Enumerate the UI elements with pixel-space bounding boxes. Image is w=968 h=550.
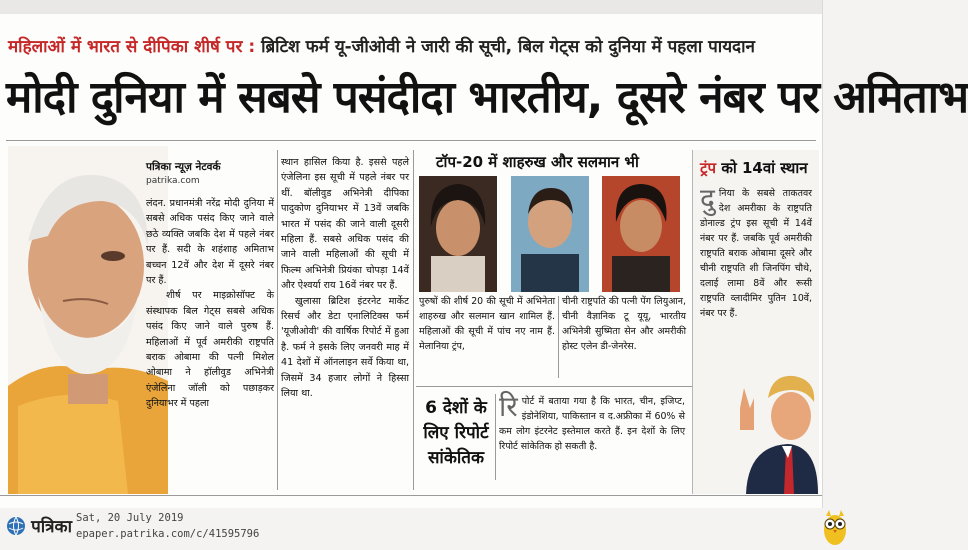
salman-photo xyxy=(511,176,589,292)
headline-rule xyxy=(6,140,816,141)
top20-caption-left: पुरुषों की शीर्ष 20 की सूची में अभिनेता शाहरुख और सलमान खान शामिल हैं. महिलाओं की सूची में पांच नए नाम हैं. मेलानिया ट्रंप, xyxy=(419,296,555,352)
paragraph: स्थान हासिल किया है. इससे पहले एंजेलिना इस सूची में पहले नंबर पर थीं. बॉलीवुड अभिनेत्री दीपिका पादुकोण दुनियाभर में 13वें जबकि भारत में पसंद की जाने वाली दूसरी महिला हैं. सबसे अधिक पसंद की जाने वाली महिलाओं की सूची में फिल्म अभिनेत्री प्रियंका चोपड़ा 14वें और ऐश्वर्या राय 16वें नंबर पर हैं. xyxy=(281,157,409,292)
article-column-2 xyxy=(281,155,409,492)
byline-name: पत्रिका न्यूज़ नेटवर्क xyxy=(146,161,221,173)
top-edge xyxy=(0,0,822,14)
paragraph: खुलासा ब्रिटिश इंटरनेट मार्केट रिसर्च और डेटा एनालिटिक्स फर्म 'यूजीओवी' की वार्षिक रिपोर्ट में हुआ है. फर्म ने इसके लिए जनवरी माह में 41 देशों में ऑनलाइन सर्वे किया था, जिसमें 34 हजार लोगों ने हिस्सा लिया था. xyxy=(281,295,409,400)
patrika-logo xyxy=(6,514,72,537)
globe-icon xyxy=(6,516,26,536)
column-rule xyxy=(277,150,278,490)
box-body xyxy=(499,390,685,490)
brand-name: पत्रिका xyxy=(31,517,72,537)
trump-title-rest: को 14वां स्थान xyxy=(721,159,808,177)
headline: मोदी दुनिया में सबसे पसंदीदा भारतीय, दूसरे नंबर पर अमिताभ xyxy=(6,72,968,123)
box-text: पोर्ट में बताया गया है कि भारत, चीन, इजिप्ट, इंडोनेशिया, पाकिस्तान व द.अफ्रीका में 60% से कम लोग इंटरनेट इस्तेमाल करते हैं. इन देशों के लिए रिपोर्ट सांकेतिक हो सकती है. xyxy=(499,396,685,452)
caption-rule xyxy=(558,296,559,378)
section-rule xyxy=(416,386,692,387)
kicker-lead: महिलाओं में भारत से दीपिका शीर्ष पर : xyxy=(8,37,256,57)
deepika-photo xyxy=(419,176,497,292)
page-bottom-rule xyxy=(0,495,822,496)
modi-photo xyxy=(8,146,168,494)
trump-photo xyxy=(728,368,818,494)
paragraph: शीर्ष पर माइक्रोसॉफ्ट के संस्थापक बिल गेट्स सबसे अधिक पसंद किए जाने वाले पुरुष हैं. महिलाओं में पूर्व अमरीकी राष्ट्रपति बराक ओबामा की पत्नी मिशेल ओबामा ने हॉलीवुड अभिनेत्री एंजेलिना जॉली को पछाड़कर दुनियाभर में पहला xyxy=(146,290,274,410)
box-rule xyxy=(495,394,496,480)
trump-title xyxy=(700,158,808,178)
top20-title: टॉप-20 में शाहरुख और सलमान भी xyxy=(436,153,639,171)
trump-dropcap: दु xyxy=(700,182,715,215)
shahrukh-photo xyxy=(602,176,680,292)
footer-date: Sat, 20 July 2019 xyxy=(76,512,184,524)
box-dropcap: रि xyxy=(499,390,518,423)
top20-caption-right: चीनी राष्ट्रपति की पत्नी पेंग लियुआन, चीनी वैज्ञानिक टू यूयू, भारतीय अभिनेत्री सुष्मिता सेन और अमरीकी होस्ट एलेन डी-जेनरेस. xyxy=(562,296,686,352)
column-rule xyxy=(413,150,414,490)
byline-site: patrika.com xyxy=(146,176,200,186)
trump-text: निया के सबसे ताकतवर देश अमरीका के राष्ट्रपति डोनाल्ड ट्रंप इस सूची में 14वें नंबर पर हैं. जबकि पूर्व अमरीकी राष्ट्रपति बराक ओबामा दूसरे और चीनी राष्ट्रपति शी जिनपिंग चौथे, दलाई लामा 8वें और रूसी राष्ट्रपति व्लादीमिर पुतिन 10वें, नंबर पर हैं. xyxy=(700,188,812,319)
box-title: 6 देशों के लिए रिपोर्ट सांकेतिक xyxy=(423,398,489,468)
kicker-rest: ब्रिटिश फर्म यू-जीओवी ने जारी की सूची, बिल गेट्स को दुनिया में पहला पायदान xyxy=(261,37,755,57)
owl-icon[interactable] xyxy=(822,508,848,546)
kicker-line xyxy=(8,34,755,57)
trump-title-name: ट्रंप xyxy=(700,159,717,177)
article-column-1 xyxy=(146,196,274,492)
footer-url[interactable]: epaper.patrika.com/c/41595796 xyxy=(76,528,260,540)
paragraph: लंदन. प्रधानमंत्री नरेंद्र मोदी दुनिया में सबसे अधिक पसंद किए जाने वाले छठे व्यक्ति जबकि देश में पहले नंबर पर हैं. सदी के शहंशाह अमिताभ बच्चन 12वें और देश में दूसरे नंबर पर हैं. xyxy=(146,198,274,287)
